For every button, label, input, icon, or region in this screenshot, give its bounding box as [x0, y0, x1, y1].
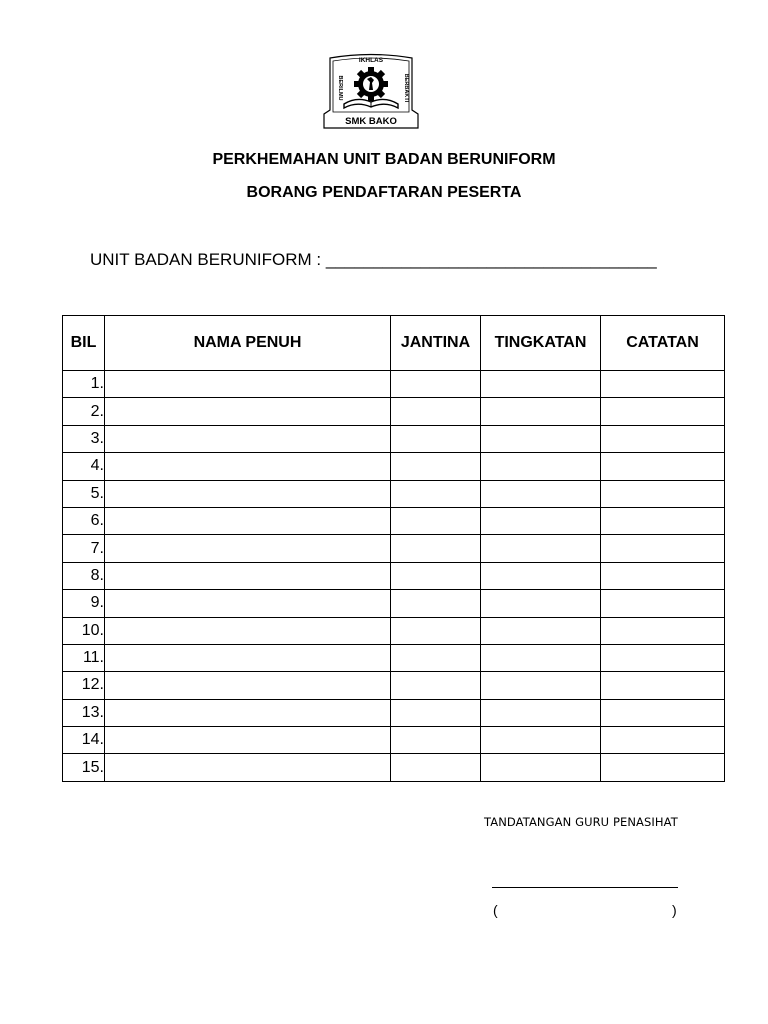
row-number: 3.	[63, 425, 105, 452]
table-row	[63, 398, 725, 425]
gender-cell[interactable]	[391, 371, 481, 398]
table-row	[63, 425, 725, 452]
name-cell[interactable]	[105, 590, 391, 617]
table-row	[63, 699, 725, 726]
gender-cell[interactable]	[391, 453, 481, 480]
name-cell[interactable]	[105, 398, 391, 425]
row-number: 9.	[63, 590, 105, 617]
table-row	[63, 590, 725, 617]
table-row	[63, 507, 725, 534]
logo-right-text: BERBAKTI	[403, 73, 409, 103]
gender-cell[interactable]	[391, 699, 481, 726]
remarks-cell[interactable]	[601, 507, 725, 534]
row-number: 6.	[63, 507, 105, 534]
remarks-cell[interactable]	[601, 453, 725, 480]
form-level-cell[interactable]	[481, 617, 601, 644]
name-cell[interactable]	[105, 371, 391, 398]
table-row	[63, 754, 725, 781]
form-level-cell[interactable]	[481, 425, 601, 452]
row-number: 8.	[63, 562, 105, 589]
gender-cell[interactable]	[391, 480, 481, 507]
form-level-cell[interactable]	[481, 535, 601, 562]
name-paren-close: )	[672, 902, 677, 918]
form-level-cell[interactable]	[481, 398, 601, 425]
table-row	[63, 535, 725, 562]
form-title: PERKHEMAHAN UNIT BADAN BERUNIFORM	[212, 151, 556, 168]
header-catatan: CATATAN	[601, 316, 725, 371]
form-level-cell[interactable]	[481, 453, 601, 480]
form-subtitle: BORANG PENDAFTARAN PESERTA	[246, 184, 522, 201]
table-row	[63, 617, 725, 644]
gender-cell[interactable]	[391, 425, 481, 452]
row-number: 14.	[63, 727, 105, 754]
gender-cell[interactable]	[391, 617, 481, 644]
header-jantina: JANTINA	[391, 316, 481, 371]
row-number: 4.	[63, 453, 105, 480]
form-level-cell[interactable]	[481, 672, 601, 699]
remarks-cell[interactable]	[601, 672, 725, 699]
row-number: 15.	[63, 754, 105, 781]
form-level-cell[interactable]	[481, 480, 601, 507]
name-cell[interactable]	[105, 672, 391, 699]
registration-table	[62, 315, 725, 782]
gender-cell[interactable]	[391, 754, 481, 781]
form-level-cell[interactable]	[481, 590, 601, 617]
table-row	[63, 562, 725, 589]
row-number: 11.	[63, 644, 105, 671]
row-number: 1.	[63, 371, 105, 398]
form-level-cell[interactable]	[481, 727, 601, 754]
form-level-cell[interactable]	[481, 644, 601, 671]
form-level-cell[interactable]	[481, 507, 601, 534]
gender-cell[interactable]	[391, 535, 481, 562]
table-row	[63, 644, 725, 671]
name-cell[interactable]	[105, 644, 391, 671]
form-level-cell[interactable]	[481, 562, 601, 589]
name-paren-open: (	[493, 902, 498, 918]
table-header-row	[63, 316, 725, 371]
row-number: 5.	[63, 480, 105, 507]
gender-cell[interactable]	[391, 398, 481, 425]
gender-cell[interactable]	[391, 644, 481, 671]
name-cell[interactable]	[105, 453, 391, 480]
remarks-cell[interactable]	[601, 699, 725, 726]
table-row	[63, 453, 725, 480]
remarks-cell[interactable]	[601, 754, 725, 781]
name-cell[interactable]	[105, 699, 391, 726]
header-nama-penuh: NAMA PENUH	[105, 316, 391, 371]
name-cell[interactable]	[105, 617, 391, 644]
remarks-cell[interactable]	[601, 535, 725, 562]
row-number: 2.	[63, 398, 105, 425]
gender-cell[interactable]	[391, 727, 481, 754]
remarks-cell[interactable]	[601, 480, 725, 507]
form-level-cell[interactable]	[481, 699, 601, 726]
header-tingkatan: TINGKATAN	[481, 316, 601, 371]
name-cell[interactable]	[105, 507, 391, 534]
remarks-cell[interactable]	[601, 644, 725, 671]
remarks-cell[interactable]	[601, 398, 725, 425]
name-cell[interactable]	[105, 754, 391, 781]
table-row	[63, 480, 725, 507]
signature-label: TANDATANGAN GURU PENASIHAT	[484, 815, 678, 829]
remarks-cell[interactable]	[601, 727, 725, 754]
row-number: 12.	[63, 672, 105, 699]
name-cell[interactable]	[105, 727, 391, 754]
row-number: 7.	[63, 535, 105, 562]
name-cell[interactable]	[105, 425, 391, 452]
gear-icon	[354, 67, 388, 101]
unit-field-label: UNIT BADAN BERUNIFORM : ___________________________________	[90, 250, 657, 269]
signature-line	[492, 887, 678, 888]
remarks-cell[interactable]	[601, 617, 725, 644]
row-number: 10.	[63, 617, 105, 644]
header-bil: BIL	[63, 316, 105, 371]
remarks-cell[interactable]	[601, 590, 725, 617]
form-level-cell[interactable]	[481, 754, 601, 781]
remarks-cell[interactable]	[601, 562, 725, 589]
table-row	[63, 727, 725, 754]
gender-cell[interactable]	[391, 672, 481, 699]
form-level-cell[interactable]	[481, 371, 601, 398]
row-number: 13.	[63, 699, 105, 726]
gender-cell[interactable]	[391, 562, 481, 589]
remarks-cell[interactable]	[601, 371, 725, 398]
remarks-cell[interactable]	[601, 425, 725, 452]
logo-bottom-text: SMK BAKO	[345, 116, 397, 127]
table-row	[63, 371, 725, 398]
gender-cell[interactable]	[391, 507, 481, 534]
school-logo	[322, 52, 420, 132]
table-row	[63, 672, 725, 699]
name-cell[interactable]	[105, 480, 391, 507]
gender-cell[interactable]	[391, 590, 481, 617]
name-cell[interactable]	[105, 535, 391, 562]
logo-top-text: IKHLAS	[358, 57, 384, 64]
logo-left-text: BERILMU	[337, 75, 343, 101]
name-cell[interactable]	[105, 562, 391, 589]
